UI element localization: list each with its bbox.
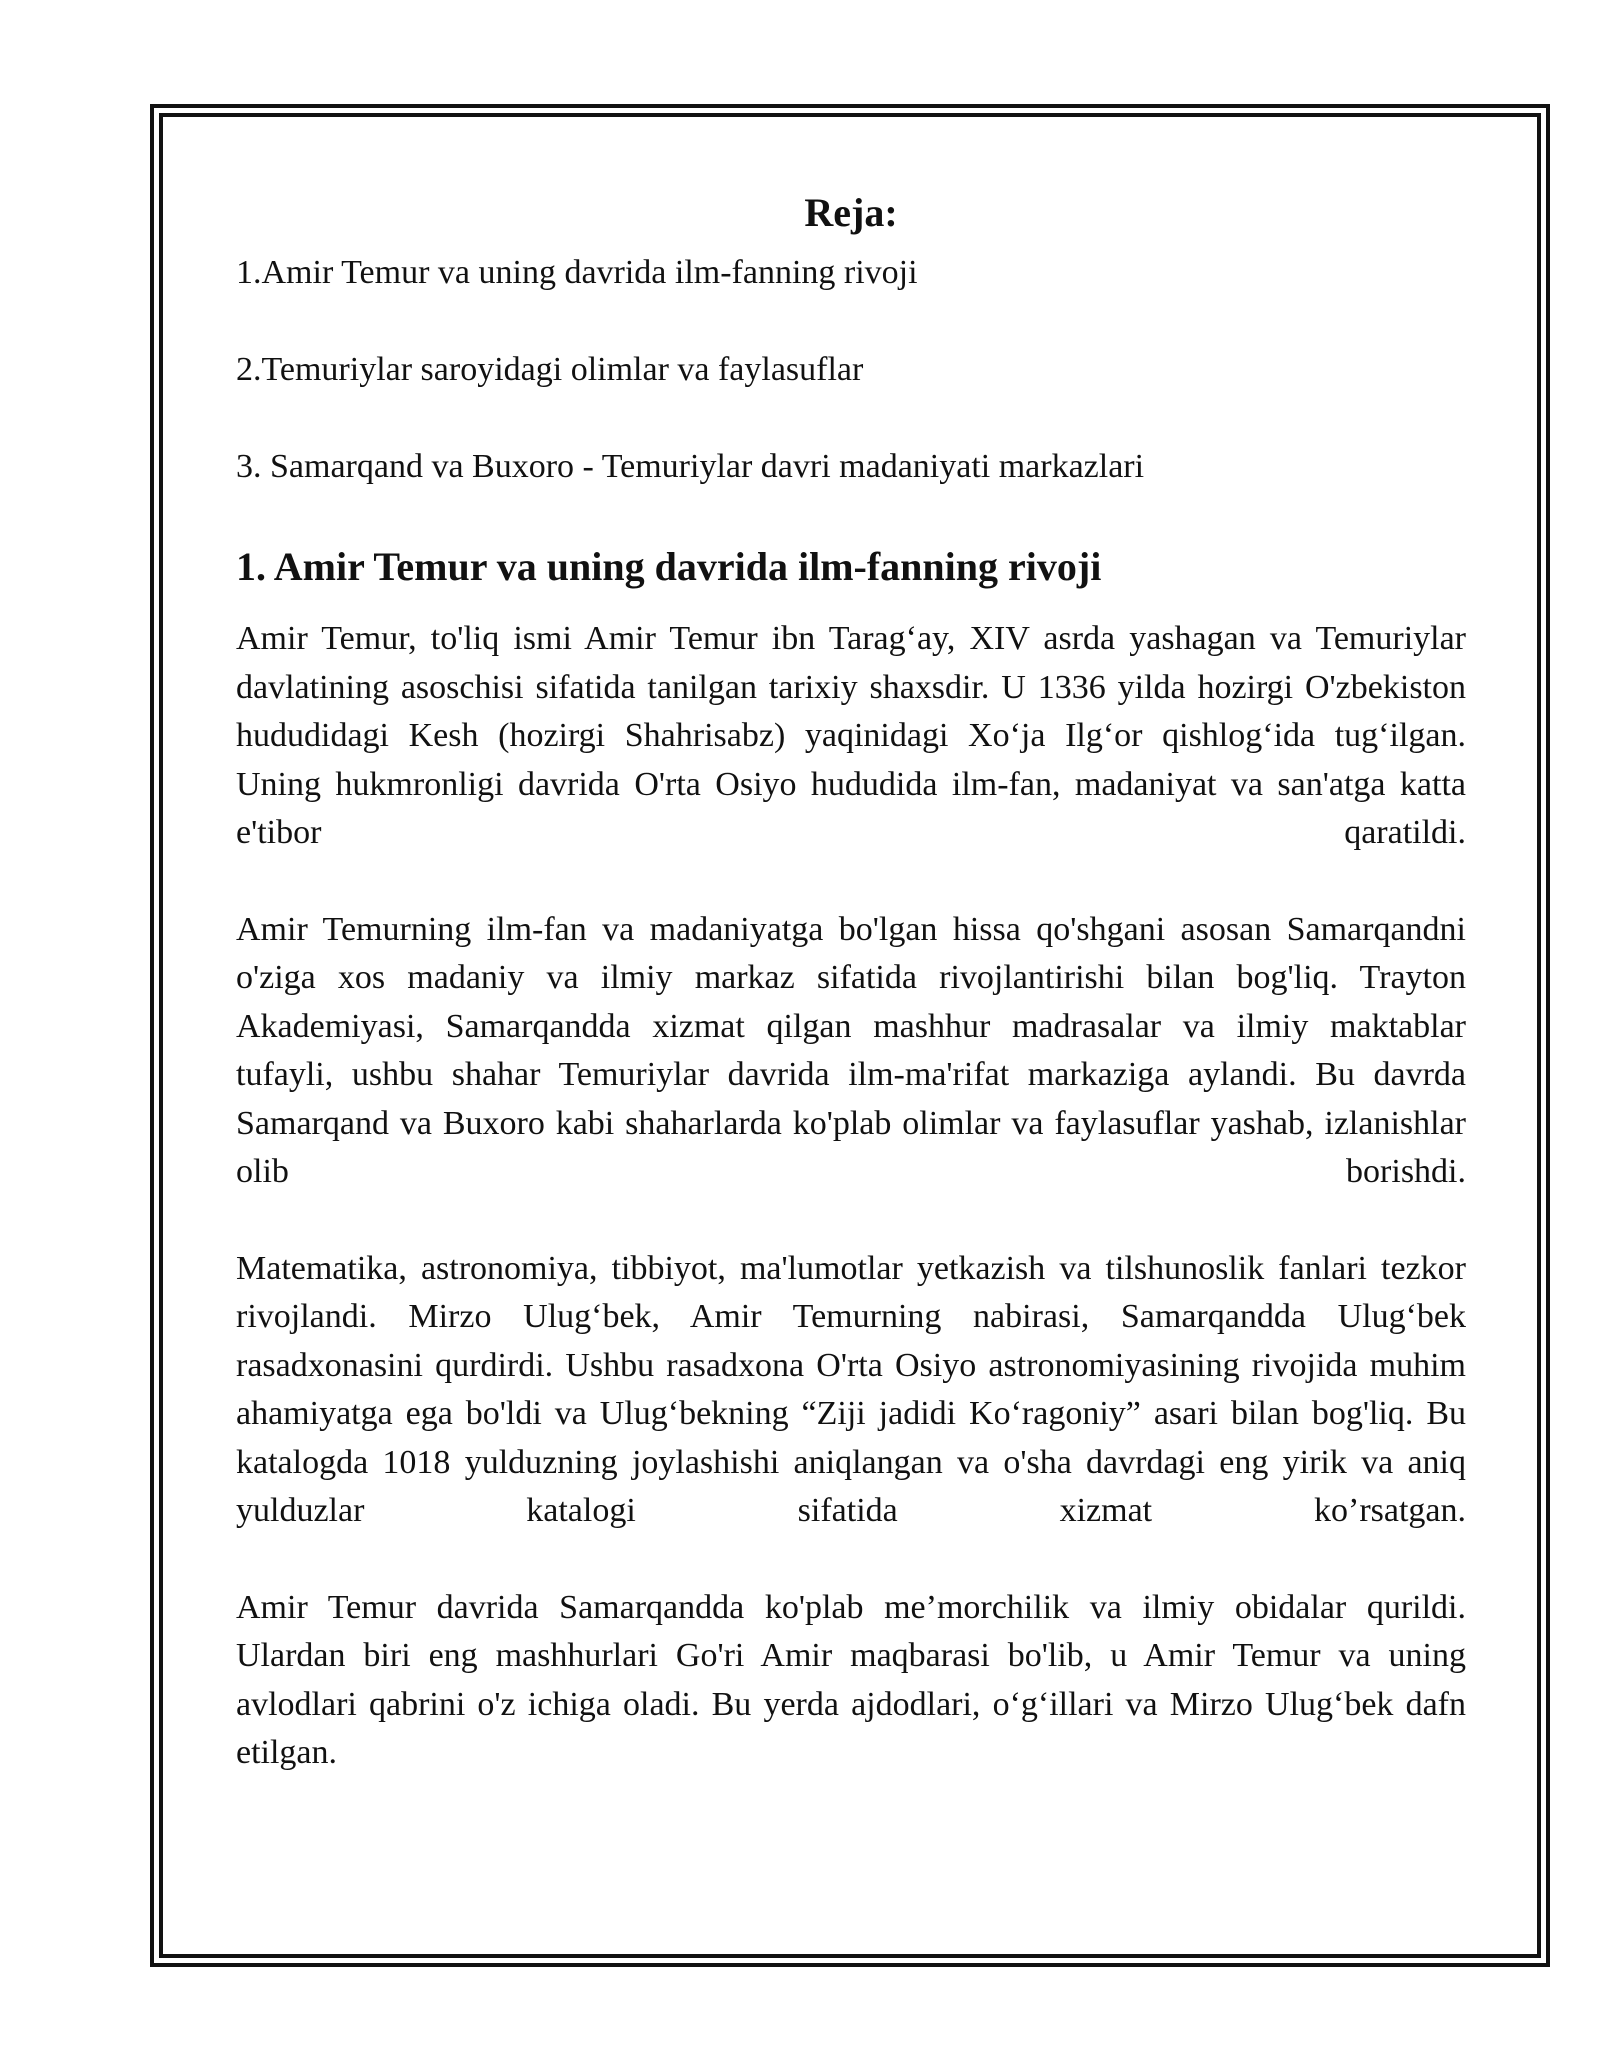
page-title: Reja: xyxy=(804,190,898,235)
section-heading: 1. Amir Temur va uning davrida ilm-fanning rivoji xyxy=(236,544,1102,589)
body-paragraph: Amir Temur, to'liq ismi Amir Temur ibn Tarag‘ay, XIV asrda yashagan va Temuriylar davlatining asoschisi sifatida tanilgan tarixiy shaxsdir. U 1336 yilda hozirgi O'zbekiston hududidagi Kesh (hozirgi Shahrisabz) yaqinidagi Xo‘ja Ilg‘or qishlog‘ida tug‘ilgan. Uning hukmronligi davrida O'rta Osiyo hududida ilm-fan, madaniyat va san'atga katta e'tibor qaratildi. xyxy=(236,620,1466,851)
body-paragraph: Amir Temurning ilm-fan va madaniyatga bo'lgan hissa qo'shgani asosan Samarqandni o'ziga xos madaniy va ilmiy markaz sifatida rivojlantirishi bilan bog'liq. Trayton Akademiyasi, Samarqandda xizmat qilgan mashhur madrasalar va ilmiy maktablar tufayli, ushbu shahar Temuriylar davrida ilm-ma'rifat markaziga aylandi. Bu davrda Samarqand va Buxoro kabi shaharlarda ko'plab olimlar va faylasuflar yashab, izlanishlar olib borishdi. xyxy=(236,910,1466,1190)
body-paragraph: Amir Temur davrida Samarqandda ko'plab me’morchilik va ilmiy obidalar qurildi. Ulardan biri eng mashhurlari Go'ri Amir maqbarasi bo'lib, u Amir Temur va uning avlodlari qabrini o'z ichiga oladi. Bu yerda ajdodlari, o‘g‘illari va Mirzo Ulug‘bek dafn etilgan. xyxy=(236,1588,1466,1771)
plan-item: 2.Temuriylar saroyidagi olimlar va faylasuflar xyxy=(236,351,864,388)
body-paragraph: Matematika, astronomiya, tibbiyot, ma'lumotlar yetkazish va tilshunoslik fanlari tezkor rivojlandi. Mirzo Ulug‘bek, Amir Temurning nabirasi, Samarqandda Ulug‘bek rasadxonasini qurdirdi. Ushbu rasadxona O'rta Osiyo astronomiyasining rivojida muhim ahamiyatga ega bo'ldi va Ulug‘bekning “Ziji jadidi Ko‘ragoniy” asari bilan bog'liq. Bu katalogda 1018 yulduzning joylashishi aniqlangan va o'sha davrdagi eng yirik va aniq yulduzlar katalogi sifatida xizmat ko’rsatgan. xyxy=(236,1249,1466,1529)
plan-list xyxy=(236,249,1466,491)
plan-item: 3. Samarqand va Buxoro - Temuriylar davri madaniyati markazlari xyxy=(236,448,1145,485)
document-body xyxy=(236,183,1466,1778)
plan-item: 1.Amir Temur va uning davrida ilm-fanning rivoji xyxy=(236,254,918,291)
